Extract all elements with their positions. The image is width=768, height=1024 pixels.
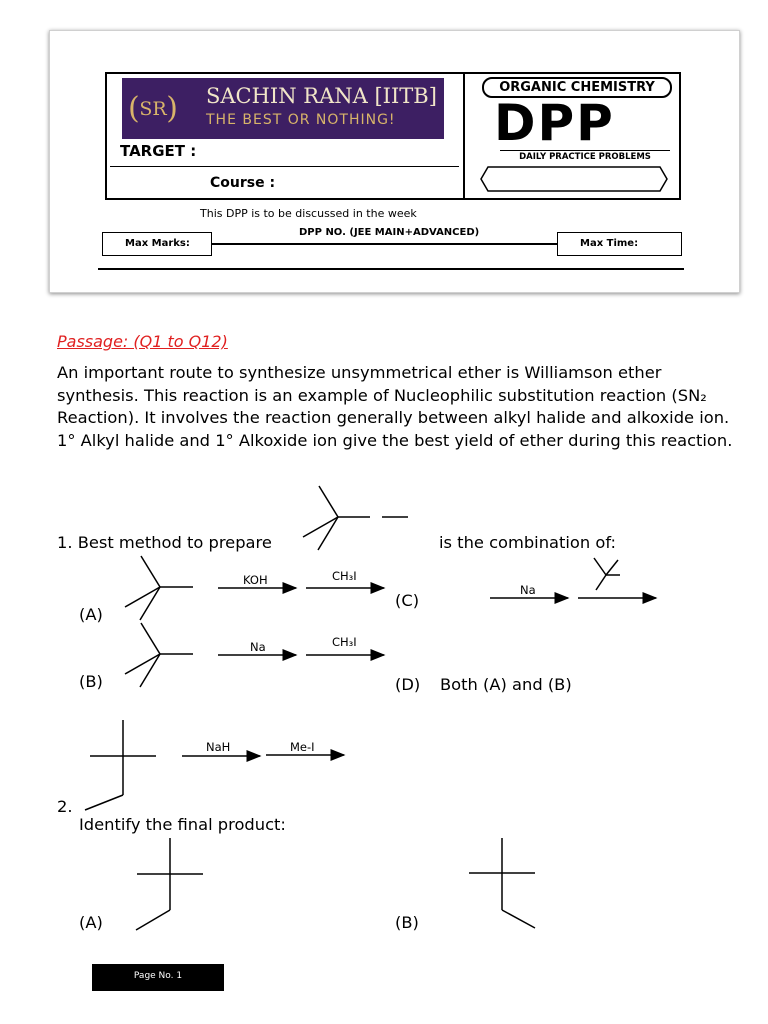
q2-number: 2. [57,797,73,816]
q1-option-d-text: Both (A) and (B) [440,675,572,694]
q1-option-c: (C) [395,591,420,610]
target-ether-structure [303,486,408,550]
q1-prefix: 1. Best method to prepare [57,533,272,552]
reagent-a1: KOH [243,573,268,587]
q2-product-b [469,838,535,928]
dpp-title: DPP [494,94,615,152]
reagent-b2: CH₃I [332,635,357,649]
max-time-box: Max Time: [557,232,682,256]
q2-reagent-1: NaH [206,740,231,754]
discuss-text: This DPP is to be discussed in the week [200,207,417,220]
reagent-a2: CH₃I [332,569,357,583]
brand-tagline: THE BEST OR NOTHING! [206,112,396,128]
laurel-right-icon: ) [166,91,178,126]
passage-body: An important route to synthesize unsymmetrical ether is Williamson ether synthesis. This reaction is an example of Nucleophilic substitution reaction (SN₂ Reaction). It involves the reaction generally between alkyl halide and alkoxide ion. 1° Alkyl halide and 1° Alkoxide ion give the best yield of ether during this reaction. [57,363,733,450]
q1-option-d: (D) [395,675,421,694]
laurel-left-icon: ( [128,91,140,126]
q2-product-a [136,838,203,930]
target-label: TARGET : [120,142,197,160]
q2-option-b: (B) [395,913,419,932]
option-a-substrate [125,556,193,620]
sr-logo: ( SR ) [128,91,178,126]
reagent-c1: Na [520,583,536,597]
brand-name: SACHIN RANA [IITB] [206,84,437,108]
page-number-box: Page No. 1 [92,964,224,991]
q2-option-a: (A) [79,913,103,932]
course-label: Course : [210,175,276,191]
subject-pill: ORGANIC CHEMISTRY [482,77,672,98]
q1-option-b: (B) [79,672,103,691]
reagent-b1: Na [250,640,266,654]
q2-reagent-2: Me-I [290,740,315,754]
q2-substrate [85,720,156,810]
passage-heading: Passage: (Q1 to Q12) [57,332,228,351]
q1-option-a: (A) [79,605,103,624]
max-marks-box: Max Marks: [102,232,212,256]
dpp-no-text: DPP NO. (JEE MAIN+ADVANCED) [299,227,480,238]
option-b-substrate [125,623,193,687]
q2-text: Identify the final product: [79,815,286,834]
dpp-subtitle: DAILY PRACTICE PROBLEMS [500,150,670,162]
option-c-tbutyl [594,558,620,590]
q1-suffix: is the combination of: [439,533,616,552]
